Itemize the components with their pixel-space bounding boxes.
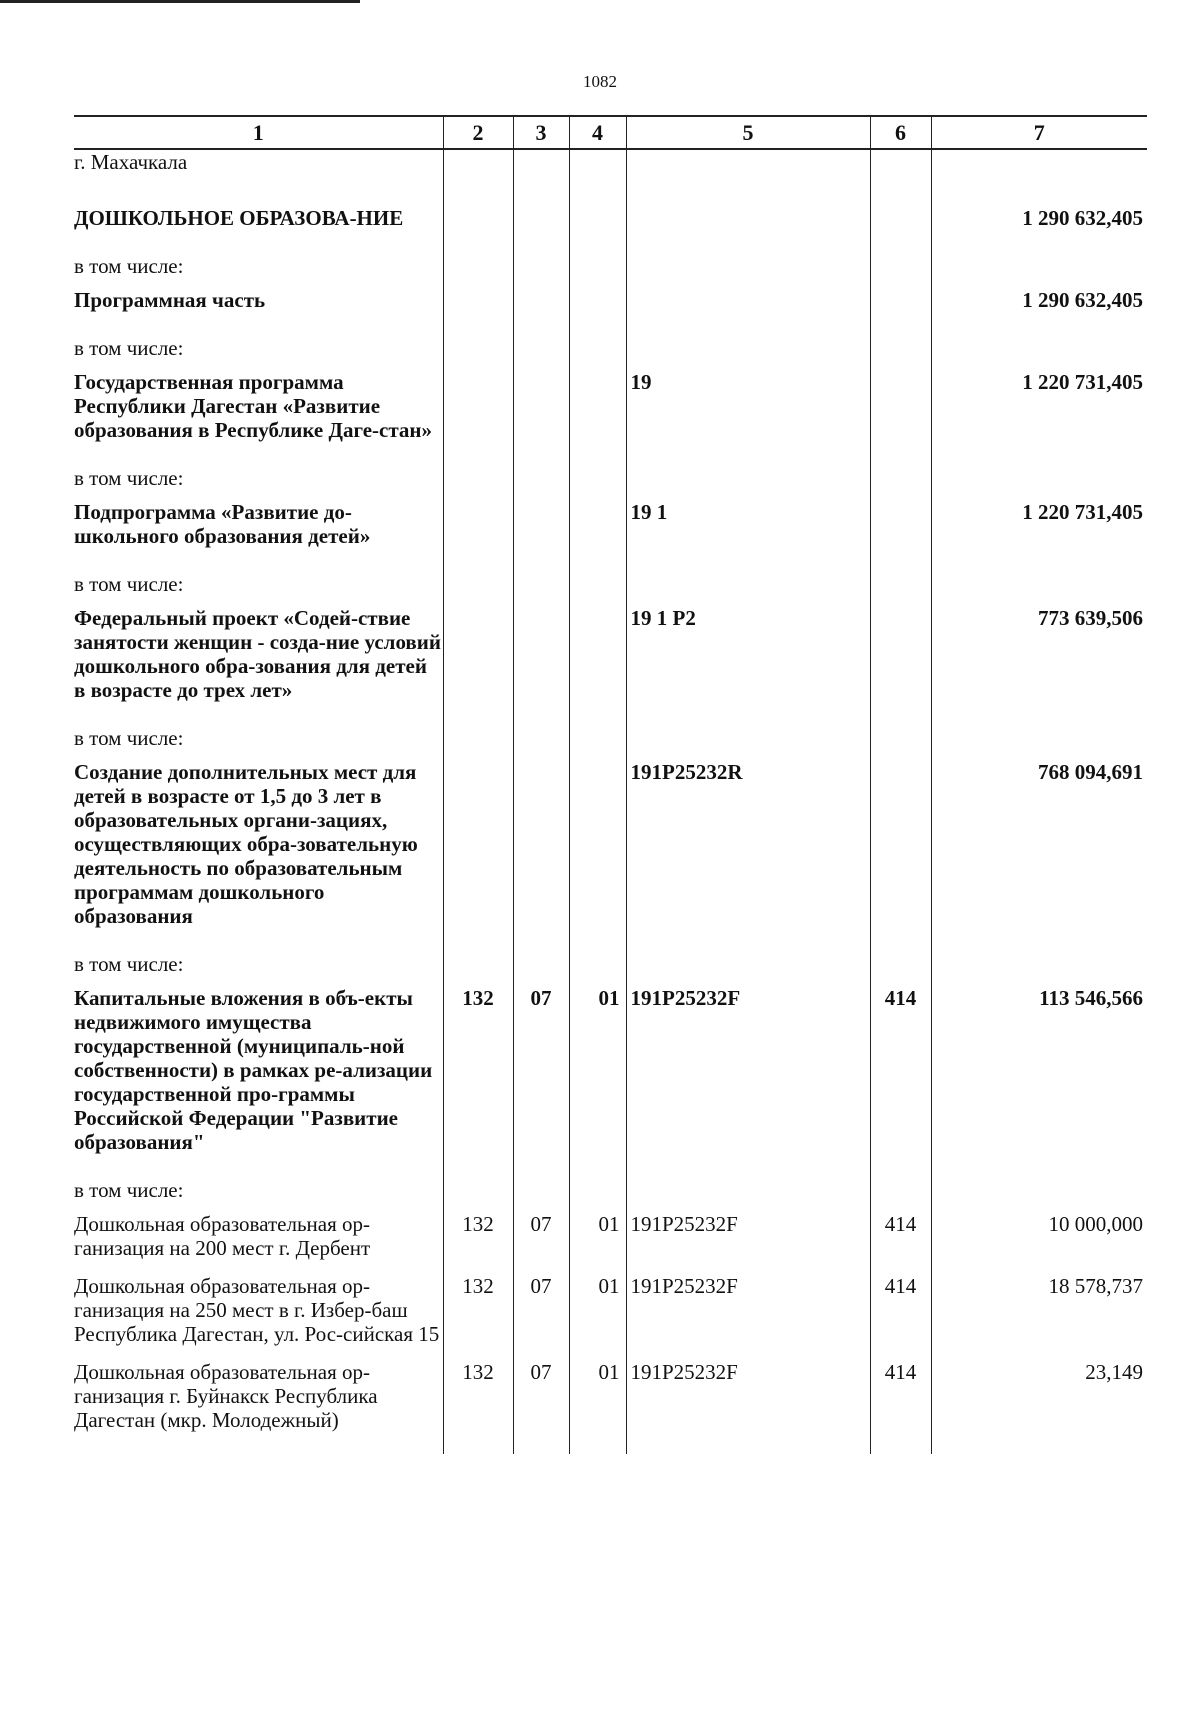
col-4-value (569, 606, 626, 716)
col-3-value (513, 370, 569, 456)
col-4-value (569, 500, 626, 562)
col-5-code: 19 1 (626, 500, 870, 562)
col-3-value (513, 942, 569, 986)
col-7-amount: 1 220 731,405 (931, 500, 1147, 562)
col-2-value (443, 562, 513, 606)
table-row (74, 370, 1147, 456)
page-number: 1082 (583, 72, 617, 91)
col-7-amount (931, 326, 1147, 370)
col-7-amount: 113 546,566 (931, 986, 1147, 1168)
col-2-value: 132 (443, 1212, 513, 1274)
col-7-amount (931, 1168, 1147, 1212)
col-2-value (443, 716, 513, 760)
col-3-value (513, 500, 569, 562)
col-5-code (626, 456, 870, 500)
col-6-value (870, 288, 931, 326)
col-3-value (513, 456, 569, 500)
col-5-code (626, 288, 870, 326)
row-label: Подпрограмма «Развитие до-школьного образования детей» (74, 500, 371, 548)
table-row (74, 1168, 1147, 1212)
col-4-value (569, 456, 626, 500)
col-6-value: 414 (870, 1274, 931, 1360)
col-7-amount: 1 290 632,405 (931, 188, 1147, 244)
row-label: в том числе: (74, 1178, 184, 1202)
top-rule (0, 0, 360, 3)
row-label: Дошкольная образовательная ор-ганизация г. Буйнакск Республика Дагестан (мкр. Молодежный) (74, 1360, 378, 1432)
header-col-5: 5 (626, 116, 870, 149)
col-6-value (870, 562, 931, 606)
col-6-value (870, 326, 931, 370)
col-5-code: 191P25232R (626, 760, 870, 942)
col-2-value (443, 606, 513, 716)
table-row (74, 326, 1147, 370)
col-7-amount (931, 942, 1147, 986)
col-4-value (569, 244, 626, 288)
col-3-value (513, 562, 569, 606)
col-2-value (443, 456, 513, 500)
row-label: Программная часть (74, 288, 266, 312)
row-label: Создание дополнительных мест для детей в возрасте от 1,5 до 3 лет в образовательных органи-зациях, осуществляющих обра-зовательную деятельность по образовательным программам дошкольного образования (74, 760, 418, 928)
col-2-value (443, 942, 513, 986)
table-row (74, 149, 1147, 188)
col-7-amount (931, 562, 1147, 606)
col-5-code (626, 562, 870, 606)
col-2-value: 132 (443, 1274, 513, 1360)
col-3-value (513, 149, 569, 188)
row-label: Дошкольная образовательная ор-ганизация на 250 мест в г. Избер-баш Республика Дагестан, ул. Рос-сийская 15 (74, 1274, 440, 1346)
table-row (74, 606, 1147, 716)
col-4-value (569, 288, 626, 326)
col-3-value (513, 1168, 569, 1212)
col-6-value (870, 942, 931, 986)
header-col-4: 4 (569, 116, 626, 149)
col-2-value (443, 500, 513, 562)
col-2-value (443, 188, 513, 244)
header-col-1: 1 (74, 116, 443, 149)
row-label: в том числе: (74, 254, 184, 278)
col-2-value: 132 (443, 986, 513, 1168)
header-col-2: 2 (443, 116, 513, 149)
table-row (74, 1360, 1147, 1454)
col-6-value (870, 370, 931, 456)
table-row (74, 500, 1147, 562)
col-5-code (626, 244, 870, 288)
table-row (74, 288, 1147, 326)
col-4-value (569, 370, 626, 456)
row-label: в том числе: (74, 952, 184, 976)
col-6-value: 414 (870, 1360, 931, 1454)
col-4-value (569, 562, 626, 606)
col-6-value: 414 (870, 1212, 931, 1274)
col-2-value (443, 288, 513, 326)
col-4-value: 01 (569, 1212, 626, 1274)
budget-table (74, 115, 1147, 1454)
col-7-amount: 23,149 (931, 1360, 1147, 1454)
col-7-amount: 18 578,737 (931, 1274, 1147, 1360)
col-2-value (443, 326, 513, 370)
row-label: в том числе: (74, 572, 184, 596)
header-col-7: 7 (931, 116, 1147, 149)
header-col-6: 6 (870, 116, 931, 149)
table-row (74, 986, 1147, 1168)
table-row (74, 760, 1147, 942)
col-7-amount (931, 149, 1147, 188)
col-6-value (870, 760, 931, 942)
col-7-amount: 768 094,691 (931, 760, 1147, 942)
col-7-amount: 1 290 632,405 (931, 288, 1147, 326)
col-6-value (870, 500, 931, 562)
col-6-value (870, 606, 931, 716)
row-label: в том числе: (74, 466, 184, 490)
col-4-value (569, 716, 626, 760)
col-3-value: 07 (513, 1274, 569, 1360)
col-4-value (569, 760, 626, 942)
table-row (74, 188, 1147, 244)
col-4-value (569, 326, 626, 370)
col-3-value (513, 716, 569, 760)
header-row (74, 116, 1147, 149)
col-3-value (513, 188, 569, 244)
row-label: Капитальные вложения в объ-екты недвижимого имущества государственной (муниципаль-ной собственности) в рамках ре-ализации государственной про-граммы Российской Федерации "Развитие образования" (74, 986, 433, 1154)
col-3-value: 07 (513, 986, 569, 1168)
col-5-code (626, 942, 870, 986)
col-5-code: 191P25232F (626, 1274, 870, 1360)
col-4-value (569, 149, 626, 188)
header-col-3: 3 (513, 116, 569, 149)
col-2-value (443, 370, 513, 456)
col-6-value (870, 149, 931, 188)
col-2-value (443, 244, 513, 288)
col-3-value (513, 760, 569, 942)
col-3-value (513, 326, 569, 370)
col-3-value: 07 (513, 1212, 569, 1274)
row-label: Федеральный проект «Содей-ствие занятости женщин - созда-ние условий дошкольного обра-зования для детей в возрасте до трех лет» (74, 606, 441, 702)
col-2-value: 132 (443, 1360, 513, 1454)
row-label: в том числе: (74, 726, 184, 750)
table-row (74, 244, 1147, 288)
col-5-code (626, 149, 870, 188)
col-6-value (870, 456, 931, 500)
col-3-value: 07 (513, 1360, 569, 1454)
col-5-code: 19 (626, 370, 870, 456)
col-5-code: 191P25232F (626, 986, 870, 1168)
table-row (74, 716, 1147, 760)
col-4-value (569, 188, 626, 244)
col-6-value (870, 1168, 931, 1212)
col-4-value (569, 942, 626, 986)
col-7-amount: 1 220 731,405 (931, 370, 1147, 456)
table-row (74, 1212, 1147, 1274)
col-6-value (870, 188, 931, 244)
col-5-code: 191P25232F (626, 1212, 870, 1274)
row-label: Государственная программа Республики Дагестан «Развитие образования в Республике Даге-стан» (74, 370, 433, 442)
table-row (74, 942, 1147, 986)
col-6-value: 414 (870, 986, 931, 1168)
col-4-value: 01 (569, 986, 626, 1168)
col-6-value (870, 716, 931, 760)
col-5-code: 191P25232F (626, 1360, 870, 1454)
row-label: в том числе: (74, 336, 184, 360)
col-3-value (513, 288, 569, 326)
col-2-value (443, 760, 513, 942)
col-5-code (626, 326, 870, 370)
col-2-value (443, 1168, 513, 1212)
col-2-value (443, 149, 513, 188)
col-5-code (626, 716, 870, 760)
row-label: Дошкольная образовательная ор-ганизация на 200 мест г. Дербент (74, 1212, 371, 1260)
col-6-value (870, 244, 931, 288)
table-row (74, 1274, 1147, 1360)
col-4-value: 01 (569, 1274, 626, 1360)
col-5-code (626, 1168, 870, 1212)
col-7-amount (931, 456, 1147, 500)
row-label: г. Махачкала (74, 150, 188, 174)
col-7-amount: 10 000,000 (931, 1212, 1147, 1274)
col-4-value (569, 1168, 626, 1212)
col-7-amount: 773 639,506 (931, 606, 1147, 716)
col-7-amount (931, 716, 1147, 760)
col-7-amount (931, 244, 1147, 288)
col-3-value (513, 244, 569, 288)
table-row (74, 456, 1147, 500)
col-3-value (513, 606, 569, 716)
table-row (74, 562, 1147, 606)
col-5-code (626, 188, 870, 244)
col-4-value: 01 (569, 1360, 626, 1454)
row-label: ДОШКОЛЬНОЕ ОБРАЗОВА-НИЕ (74, 206, 404, 230)
col-5-code: 19 1 P2 (626, 606, 870, 716)
